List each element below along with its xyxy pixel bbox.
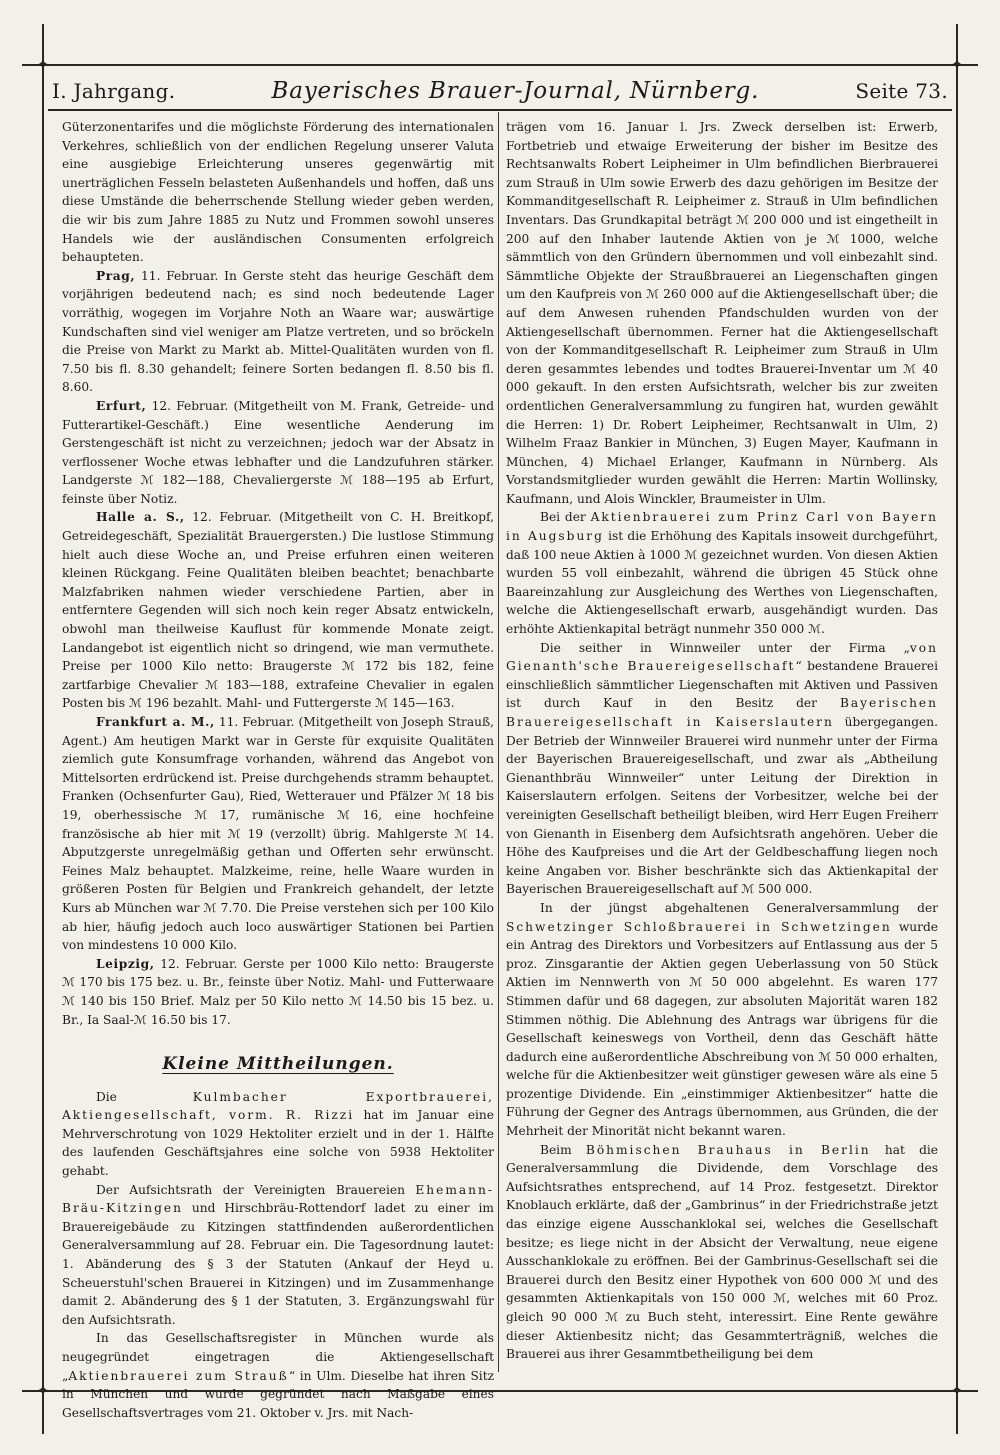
market-report-frankfurt: Frankfurt a. M., 11. Februar. (Mitgetheilt von Joseph Strauß, Agent.) Am heutigen Markt war in Gerste für exquisite Qualitäten ziemlich gute Konsumfrage vorhanden, während das Angebot von Mittelsorten erdrückend ist. Preise durchgehends stramm behauptet. Franken (Ochsenfurter Gau), Ried, Wetterauer und Pfälzer ℳ 18 bis 19, oberhessische ℳ 17, rumänische ℳ 16, eine hochfeine französische ab hier mit ℳ 19 (verzollt) übrig. Mahlgerste ℳ 14. Abputzgerste unregelmäßig gethan und Offerten sehr erwünscht. Feines Malz behauptet. Malzkeime, reine, helle Waare wurden in größeren Posten für Belgien und Frankreich gehandelt, der letzte Kurs ab München war ℳ 7.70. Die Preise verstehen sich per 100 Kilo ab hier, häufig jedoch auch loco auswärtiger Stationen bei Partien von mindestens 10 000 Kilo.	[62, 715, 495, 953]
place-name: Frankfurt a. M.,	[96, 715, 215, 729]
corner-ornament-icon: ✦	[950, 1381, 964, 1400]
news-item: In das Gesellschaftsregister in München wurde als neugegründet eingetragen die Aktiengesellschaft „Aktienbrauerei zum Strauß“ in Ulm. Dieselbe hat ihren Sitz in München und wurde gegründet nach Maßgabe eines Gesellschaftsvertrages vom 21. Oktober v. Jrs. mit Nach-	[62, 1331, 495, 1420]
journal-title: Bayerisches Brauer-Journal, Nürnberg.	[271, 78, 760, 104]
border-top	[22, 64, 978, 66]
market-report-halle: Halle a. S., 12. Februar. (Mitgetheilt von C. H. Breitkopf, Getreidegeschäft, Spezialität Brauergersten.) Die lustlose Stimmung hielt auch diese Woche an, und Preise erfuhren einen weiteren kleinen Rückgang. Feine Qualitäten bleiben beachtet; benachbarte Malzfabriken nahmen wieder verschiedene Partien, aber in entferntere Gegenden will sich noch kein reger Absatz entwickeln, obwohl man theilweise Kauflust für kommende Monate zeigt. Landangebot ist eigentlich nicht so dringend, wie man vermuthete. Preise per 1000 Kilo netto: Braugerste ℳ 172 bis 182, feine zartfarbige Chevalier ℳ 183—188, extrafeine Chevalier in egalen Posten bis ℳ 196 bezahlt. Mahl- und Futtergerste ℳ 145—163.	[62, 510, 494, 711]
column-divider	[498, 112, 499, 1372]
section-heading: Kleine Mittheilungen.	[162, 1054, 394, 1075]
corner-ornament-icon: ✦	[36, 1381, 50, 1400]
volume-label: I. Jahrgang.	[52, 79, 176, 103]
news-item: Der Aufsichtsrath der Vereinigten Brauereien Ehemann-Bräu-Kitzingen und Hirschbräu-Rottendorf ladet zu einer im Brauereigebäude zu Kitzingen stattfindenden außerordentlichen Generalversammlung auf 28. Februar ein. Die Tagesordnung lautet: 1. Abänderung des § 3 der Statuten (Ankauf der Heyd u. Scheuerstuhl'schen Brauerei in Kitzingen) und im Zusammenhange damit 2. Abänderung des § 1 der Statuten, 3. Ergänzungswahl für den Aufsichtsrath.	[62, 1182, 494, 1327]
market-report-prag: Prag, 11. Februar. In Gerste steht das heurige Geschäft dem vorjährigen bedeutend nach; es sind noch bedeutende Lager vorräthig, wogegen im Vorjahre Noth an Waare war; auswärtige Kundschaften sind viel weniger am Platze vertreten, und so bröckeln die Preise von Markt zu Markt ab. Mittel-Qualitäten wurden von fl. 7.50 bis fl. 8.30 gehandelt; feinere Sorten bedangen fl. 8.50 bis fl. 8.60.	[62, 268, 494, 395]
header-rule	[48, 109, 952, 111]
news-item: Beim Böhmischen Brauhaus in Berlin hat die Generalversammlung die Dividende, dem Vorschlage des Aufsichtsrathes entsprechend, auf 14 Proz. festgesetzt. Direktor Knoblauch erklärte, daß der „Gambrinus“ in der Friedrichstraße jetzt das einzige eigene Ausschanklokal sei, welches die Gesellschaft besitze; es liege nicht in der Absicht der Verwaltung, neue eigene Ausschanklokale zu eröffnen. Bei der Gambrinus-Gesellschaft sei die Brauerei durch den Besitz einer Hypothek von 600 000 ℳ und des gesammten Aktienkapitals von 150 000 ℳ, welches mit 60 Proz. gleich 90 000 ℳ zu Buch steht, interessirt. Eine Rente gewähre dieser Aktienbesitz nicht; das Gesammterträgniß, welches die Brauerei aus ihrer Gesammtbetheiligung bei dem	[506, 1142, 938, 1362]
page-header	[52, 74, 948, 108]
news-item: Bei der Aktienbrauerei zum Prinz Carl von Bayern in Augsburg ist die Erhöhung des Kapitals insoweit durchgeführt, daß 100 neue Aktien à 1000 ℳ gezeichnet wurden. Von diesen Aktien wurden 55 voll einbezahlt, während die übrigen 45 Stück ohne Baareinzahlung zur Ausgleichung des Werthes von Liegenschaften, welche die Aktiengesellschaft erwarb, ausgehändigt wurden. Das erhöhte Aktienkapital beträgt nunmehr 350 000 ℳ.	[506, 510, 939, 637]
place-name: Erfurt,	[96, 398, 147, 413]
right-column	[506, 118, 938, 1364]
market-report-erfurt: Erfurt, 12. Februar. (Mitgetheilt von M. Frank, Getreide- und Futterartikel-Geschäft.) Eine wesentliche Aenderung im Gerstengeschäft ist nicht zu verzeichnen; jedoch war der Absatz in verflossener Woche etwas lebhafter und die Landzufuhren stärker. Landgerste ℳ 182—188, Chevaliergerste ℳ 188—195 ab Erfurt, feinste über Notiz.	[62, 398, 494, 506]
news-item: Die seither in Winnweiler unter der Firma „von Gienanth'sche Brauereigesellschaft“ bestandene Brauerei einschließlich sämmtlicher Liegenschaften mit Aktiven und Passiven ist durch Kauf in den Besitz der Bayerischen Brauereigesellschaft in Kaiserslautern übergegangen. Der Betrieb der Winnweiler Brauerei wird nunmehr unter der Firma der Bayerischen Brauereigesellschaft, und zwar als „Abtheilung Gienanthbräu Winnweiler“ unter Leitung der Direktion in Kaiserslautern erfolgen. Seitens der Vorbesitzer, welche bei der vereinigten Gesellschaft betheiligt bleiben, wird Herr Eugen Freiherr von Gienanth in Eisenberg dem Aufsichtsrath angehören. Ueber die Höhe des Kaufpreises und die Art der Geldbeschaffung liegen noch keine Angaben vor. Bisher beschränkte sich das Aktienkapital der Bayerischen Brauereigesellschaft auf ℳ 500 000.	[506, 640, 938, 897]
place-name: Prag,	[96, 268, 136, 283]
paragraph: Güterzonentarifes und die möglichste Förderung des internationalen Verkehres, schließlich von der endlichen Regelung unserer Valuta eine ausgiebige Erleichterung unseres gegenwärtig mit unerträglichen Fesseln belasteten Außenhandels und hoffen, daß uns diese Umstände die beherrschende Stellung wieder geben werden, die wir bis zum Jahre 1885 zu Nutz und Frommen sowohl unseres Handels wie der ausländischen Consumenten erfolgreich behaupteten.	[62, 120, 494, 265]
news-item: Die Kulmbacher Exportbrauerei, Aktiengesellschaft, vorm. R. Rizzi hat im Januar eine Mehrverschrotung von 1029 Hektoliter erzielt und in der 1. Hälfte des laufenden Geschäftsjahres eine solche von 5938 Hektoliter gehabt.	[62, 1089, 494, 1179]
corner-ornament-icon: ✦	[36, 55, 50, 74]
border-left	[42, 24, 44, 1434]
paragraph: trägen vom 16. Januar l. Jrs. Zweck derselben ist: Erwerb, Fortbetrieb und etwaige Erweiterung der bisher im Besitze des Rechtsanwalts Robert Leipheimer in Ulm befindlichen Bierbrauerei zum Strauß in Ulm sowie Erwerb des dazu gehörigen im Besitze der Kommanditgesellschaft R. Leipheimer z. Strauß in Ulm befindlichen Inventars. Das Grundkapital beträgt ℳ 200 000 und ist eingetheilt in 200 auf den Inhaber lautende Aktien von je ℳ 1000, welche sämmtlich von den Gründern übernommen und voll einbezahlt sind. Sämmtliche Objekte der Straußbrauerei an Liegenschaften gingen um den Kaufpreis von ℳ 260 000 auf die Aktiengesellschaft über; die auf dem Anwesen ruhenden Pfandschulden wurden von der Aktiengesellschaft übernommen. Ferner hat die Aktiengesellschaft von der Kommanditgesellschaft R. Leipheimer zum Strauß in Ulm deren gesammtes lebendes und todtes Brauerei-Inventar um ℳ 40 000 gekauft. In den ersten Aufsichtsrath, welcher bis zur zweiten ordentlichen Generalversammlung zu fungiren hat, wurden gewählt die Herren: 1) Dr. Robert Leipheimer, Rechtsanwalt in Ulm, 2) Wilhelm Fraaz Bankier in München, 3) Eugen Mayer, Kaufmann in München, 4) Michael Erlanger, Kaufmann in Nürnberg. Als Vorstandsmitglieder wurden gewählt die Herren: Martin Wollinsky, Kaufmann, und Alois Winckler, Braumeister in Ulm.	[506, 120, 938, 506]
market-report-leipzig: Leipzig, 12. Februar. Gerste per 1000 Kilo netto: Braugerste ℳ 170 bis 175 bez. u. Br., feinste über Notiz. Mahl- und Futterwaare ℳ 140 bis 150 Brief. Malz per 50 Kilo netto ℳ 14.50 bis 15 bez. u. Br., Ia Saal-ℳ 16.50 bis 17.	[62, 956, 494, 1027]
border-right	[956, 24, 958, 1434]
corner-ornament-icon: ✦	[950, 55, 964, 74]
place-name: Halle a. S.,	[96, 510, 185, 525]
place-name: Leipzig,	[96, 956, 155, 971]
left-column	[62, 118, 494, 1422]
page-number: Seite 73.	[855, 79, 948, 103]
news-item: In der jüngst abgehaltenen Generalversammlung der Schwetzinger Schloßbrauerei in Schwetzingen wurde ein Antrag des Direktors und Vorbesitzers auf Entlassung aus der 5 proz. Zinsgarantie der Aktien gegen Ueberlassung von 50 Stück Aktien im Nennwerth von ℳ 50 000 abgelehnt. Es waren 177 Stimmen dafür und 68 dagegen, zur absoluten Majorität waren 182 Stimmen nöthig. Die Ablehnung des Antrags war übrigens für die Gesellschaft keineswegs von Vortheil, denn das Geschäft hätte dadurch eine außerordentliche Abschreibung von ℳ 50 000 erhalten, welche für die Aktienbesitzer weit günstiger gewesen wäre als eine 5 prozentige Dividende. Ein „einstimmiger Aktienbesitzer“ hatte die Führung der Gegner des Antrags übernommen, aus Gründen, die der Mehrheit der Minorität nicht bekannt waren.	[506, 900, 938, 1139]
